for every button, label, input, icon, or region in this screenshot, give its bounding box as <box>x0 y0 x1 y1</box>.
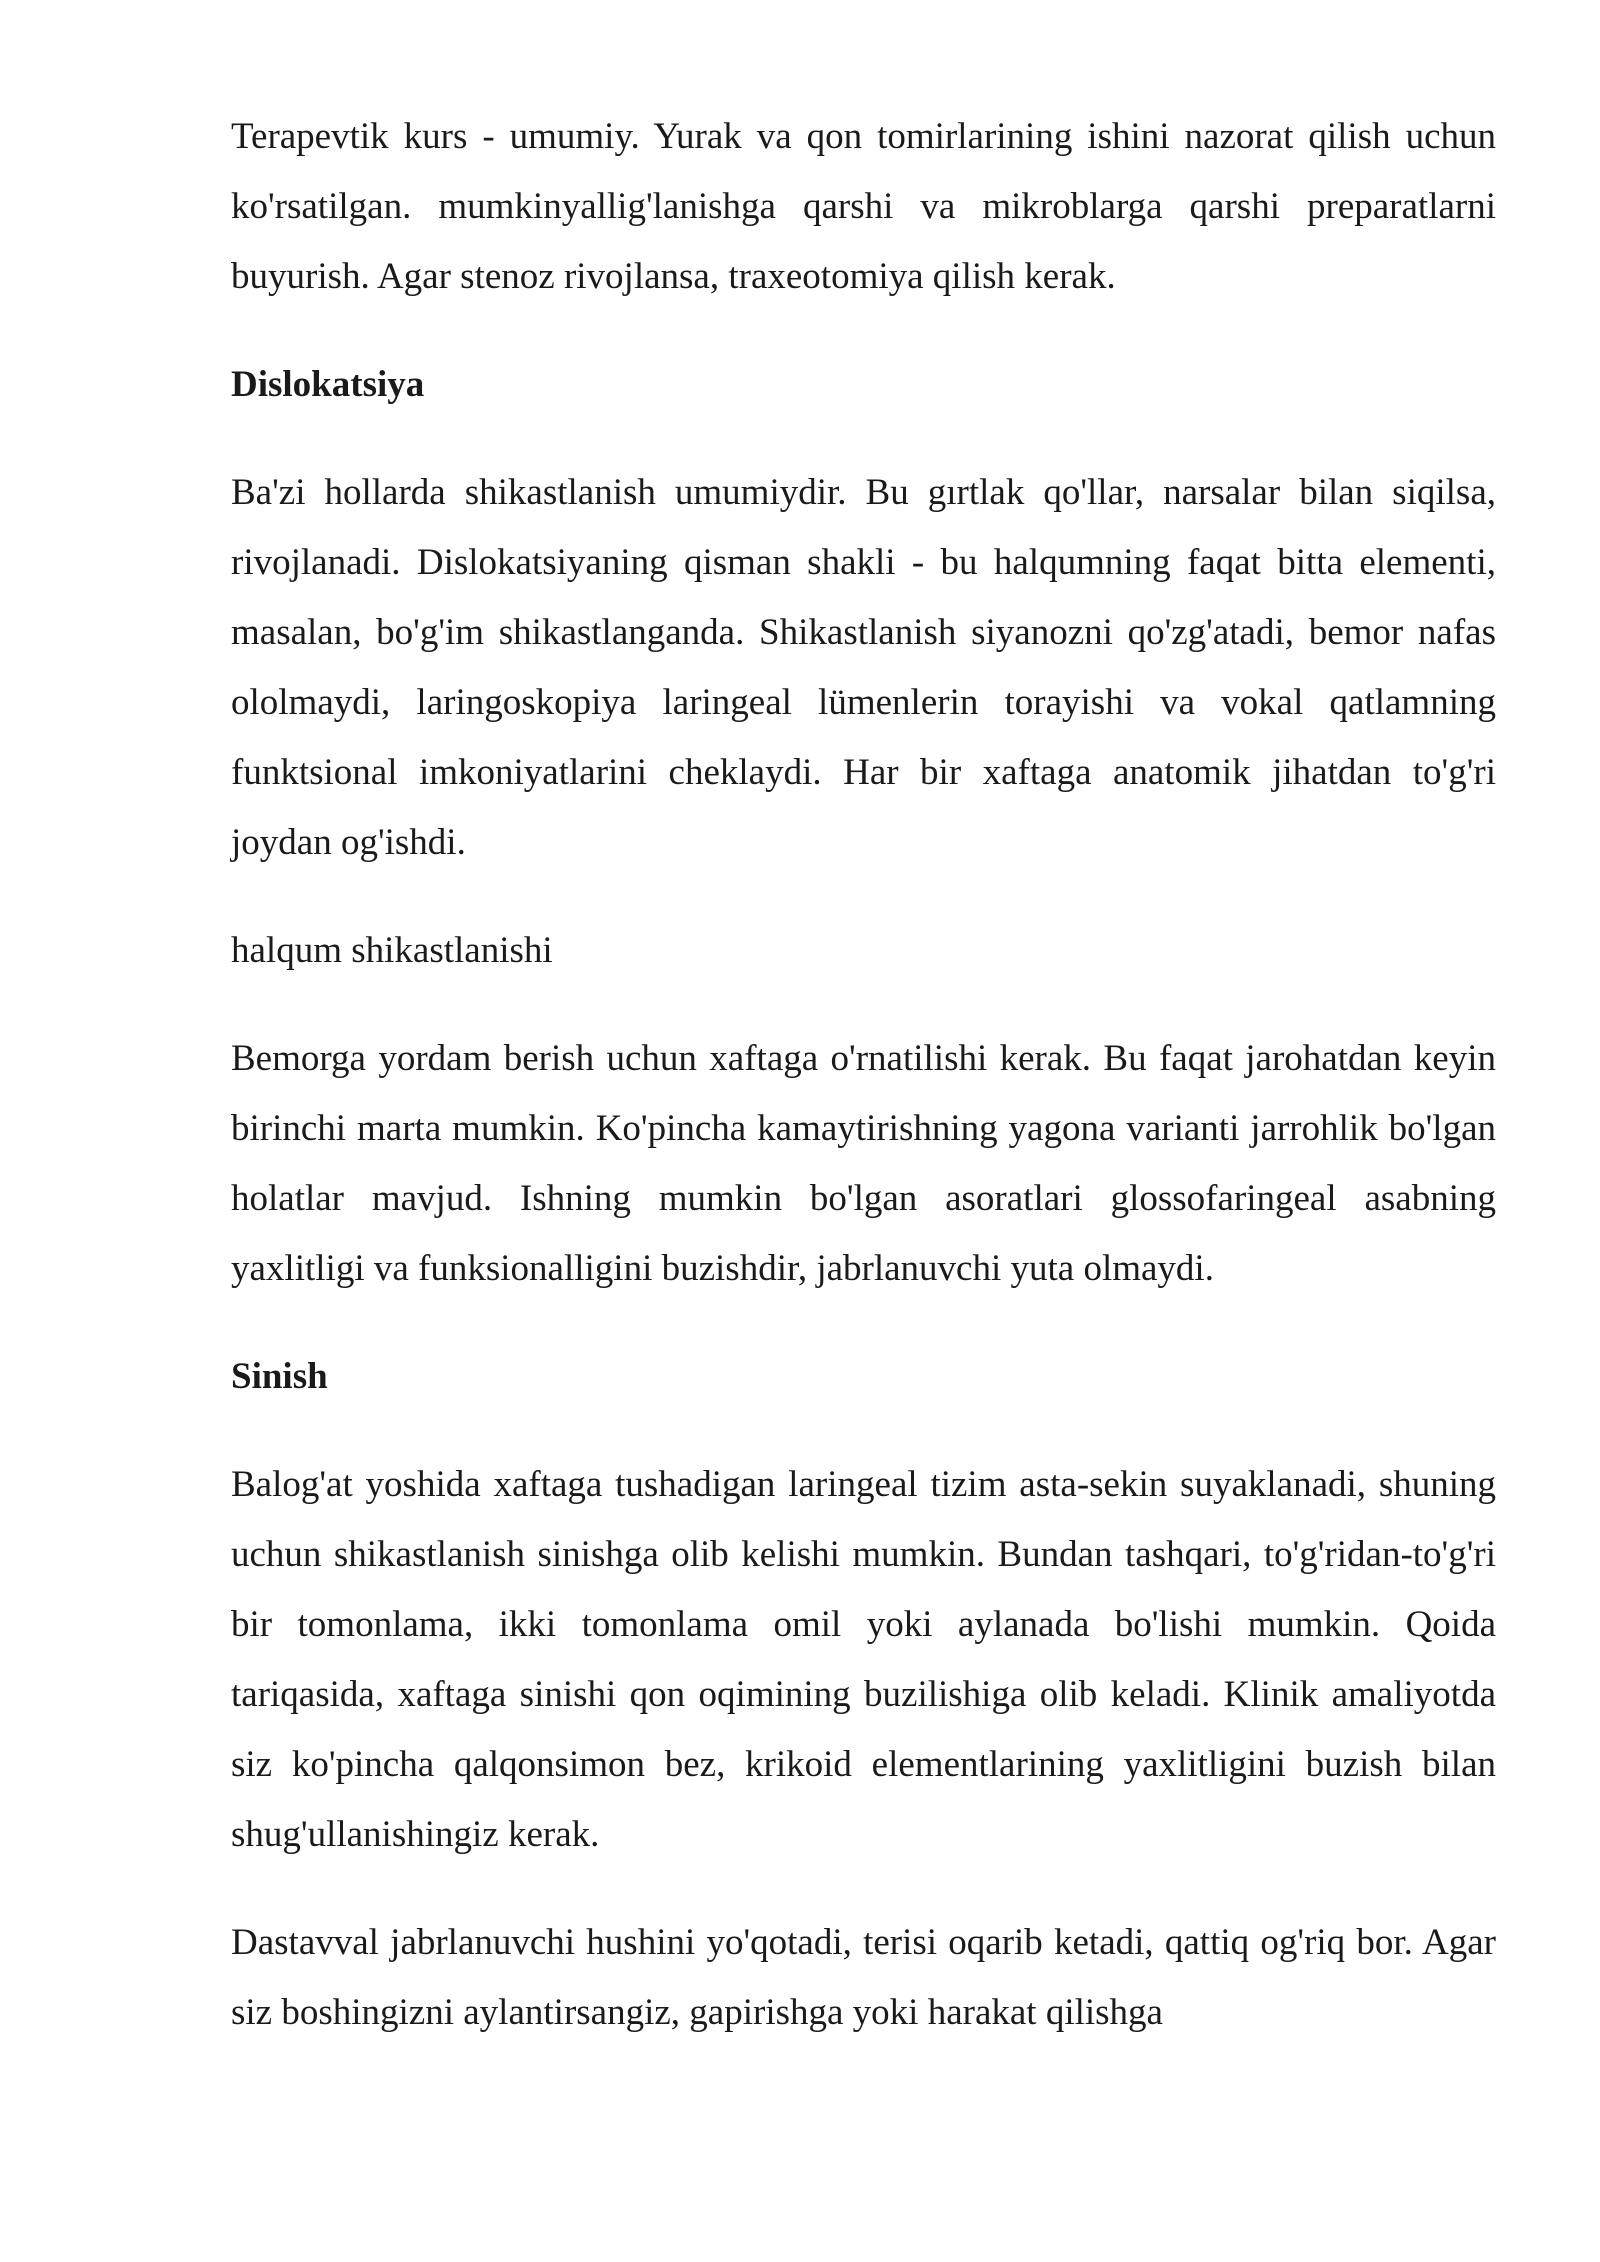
paragraph-fracture: Balog'at yoshida xaftaga tushadigan laringeal tizim asta-sekin suyaklanadi, shuning uchun shikastlanish sinishga olib kelishi mumkin. Bundan tashqari, to'g'ridan-to'g'ri bir tomonlama, ikki tomonlama omil yoki aylanada bo'lishi mumkin. Qoida tariqasida, xaftaga sinishi qon oqimining buzilishiga olib keladi. Klinik amaliyotda siz ko'pincha qalqonsimon bez, krikoid elementlarining yaxlitligini buzish bilan shug'ullanishingiz kerak. <box>231 1464 1496 1855</box>
caption-halqum-shikastlanishi: halqum shikastlanishi <box>231 930 553 971</box>
heading-sinish: Sinish <box>231 1356 328 1397</box>
document-page <box>231 102 1496 2048</box>
paragraph-symptoms: Dastavval jabrlanuvchi hushini yo'qotadi, terisi oqarib ketadi, qattiq og'riq bor. Agar siz boshingizni aylantirsangiz, gapirishga yoki harakat qilishga <box>231 1922 1496 2033</box>
heading-dislokatsiya: Dislokatsiya <box>231 364 425 405</box>
paragraph-therapy: Terapevtik kurs - umumiy. Yurak va qon tomirlarining ishini nazorat qilish uchun ko'rsatilgan. mumkinyallig'lanishga qarshi va mikroblarga qarshi preparatlarni buyurish. Agar stenoz rivojlansa, traxeotomiya qilish kerak. <box>231 116 1496 297</box>
paragraph-dislocation: Ba'zi hollarda shikastlanish umumiydir. Bu gırtlak qo'llar, narsalar bilan siqilsa, rivojlanadi. Dislokatsiyaning qisman shakli - bu halqumning faqat bitta elementi, masalan, bo'g'im shikastlanganda. Shikastlanish siyanozni qo'zg'atadi, bemor nafas ololmaydi, laringoskopiya laringeal lümenlerin torayishi va vokal qatlamning funktsional imkoniyatlarini cheklaydi. Har bir xaftaga anatomik jihatdan to'g'ri joydan og'ishdi. <box>231 472 1496 863</box>
paragraph-treatment: Bemorga yordam berish uchun xaftaga o'rnatilishi kerak. Bu faqat jarohatdan keyin birinchi marta mumkin. Ko'pincha kamaytirishning yagona varianti jarrohlik bo'lgan holatlar mavjud. Ishning mumkin bo'lgan asoratlari glossofaringeal asabning yaxlitligi va funksionalligini buzishdir, jabrlanuvchi yuta olmaydi. <box>231 1038 1496 1289</box>
